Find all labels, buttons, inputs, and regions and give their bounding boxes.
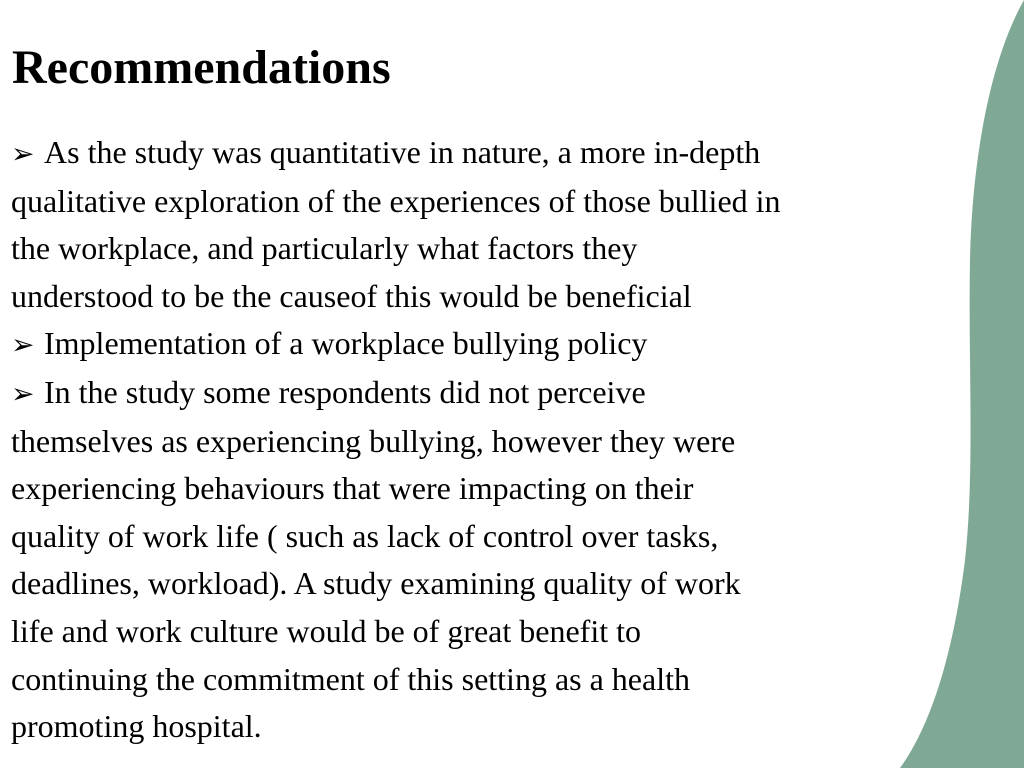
bullet-line: themselves as experiencing bullying, however they were xyxy=(11,422,736,459)
bullet-line: life and work culture would be of great benefit to xyxy=(11,612,641,649)
bullet-line xyxy=(11,369,971,418)
bullet-item xyxy=(11,320,971,369)
bullet-line: deadlines, workload). A study examining quality of work xyxy=(11,565,741,602)
bullet-text: As the study was quantitative in nature, a more in-depth xyxy=(44,134,761,170)
bullet-line: continuing the commitment of this setting as a health xyxy=(11,660,690,697)
bullet-item xyxy=(11,129,971,320)
bullet-line: experiencing behaviours that were impacting on their xyxy=(11,470,694,507)
arrowhead-bullet-icon: ➢ xyxy=(11,328,35,362)
bullet-line: understood to be the causeof this would be beneficial xyxy=(11,277,692,314)
arrowhead-bullet-icon: ➢ xyxy=(11,376,35,410)
bullet-list xyxy=(11,129,971,751)
bullet-line xyxy=(11,129,971,178)
bullet-line: qualitative exploration of the experiences of those bullied in xyxy=(11,182,781,219)
slide-title: Recommendations xyxy=(12,41,391,94)
arrowhead-bullet-icon: ➢ xyxy=(11,137,35,170)
bullet-line xyxy=(11,320,971,369)
bullet-line: quality of work life ( such as lack of control over tasks, xyxy=(11,517,719,554)
bullet-line: the workplace, and particularly what factors they xyxy=(11,230,638,267)
bullet-text: In the study some respondents did not perceive xyxy=(44,373,646,410)
bullet-item xyxy=(11,369,971,751)
bullet-line: promoting hospital. xyxy=(11,708,262,745)
bullet-text: Implementation of a workplace bullying policy xyxy=(44,325,648,362)
